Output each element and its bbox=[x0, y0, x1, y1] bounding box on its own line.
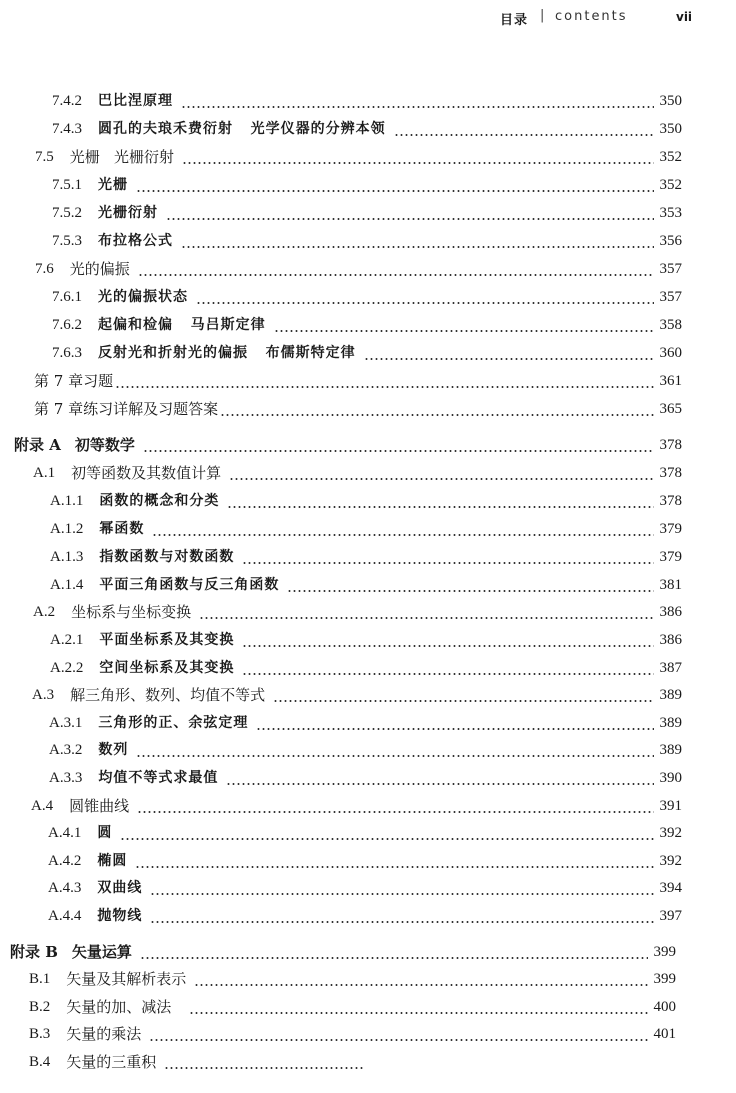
toc-entry-title: 椭圆 bbox=[97, 853, 128, 869]
toc-entry-page: 356 bbox=[659, 233, 682, 249]
toc-entry[interactable] bbox=[49, 739, 682, 761]
toc-dot-leader bbox=[394, 118, 654, 140]
toc-entry-title: 双曲线 bbox=[97, 880, 143, 896]
toc-entry[interactable] bbox=[52, 314, 682, 336]
toc-entry-page: 381 bbox=[659, 577, 682, 593]
toc-entry-number: A.3.2 bbox=[49, 742, 83, 758]
toc-dot-leader bbox=[135, 850, 653, 872]
toc-entry-number: A.4.4 bbox=[48, 908, 82, 924]
toc-dot-leader bbox=[196, 286, 654, 308]
toc-dot-leader bbox=[150, 877, 653, 899]
toc-entry-page: 390 bbox=[659, 770, 682, 786]
toc-entry[interactable] bbox=[34, 370, 682, 392]
toc-entry-title: 初等函数及其数值计算 bbox=[71, 464, 222, 482]
toc-entry-title: 矢量运算 bbox=[71, 943, 132, 961]
toc-dot-leader bbox=[115, 370, 653, 392]
toc-entry-number: A.1.2 bbox=[50, 521, 84, 537]
toc-entry-page: 392 bbox=[659, 853, 682, 869]
toc-entry[interactable] bbox=[35, 258, 682, 280]
header-separator: | bbox=[540, 8, 545, 23]
toc-entry-number: 7.4.3 bbox=[52, 121, 82, 137]
toc-entry-page: 379 bbox=[659, 549, 682, 565]
toc-entry-number: 附录 A bbox=[14, 436, 61, 454]
toc-entry-page: 389 bbox=[659, 742, 682, 758]
toc-dot-leader bbox=[229, 462, 653, 484]
toc-entry[interactable] bbox=[49, 712, 682, 734]
toc-dot-leader bbox=[194, 968, 647, 990]
toc-entry-page: 386 bbox=[659, 604, 682, 620]
toc-entry-title: 第 7 章练习详解及习题答案 bbox=[34, 400, 219, 418]
toc-entry-page: 379 bbox=[659, 521, 682, 537]
toc-entry-title: 幂函数 bbox=[99, 521, 145, 537]
toc-entry-page: 352 bbox=[659, 149, 682, 165]
toc-entry-number: 7.5.2 bbox=[52, 205, 82, 221]
toc-entry-number: 7.6.2 bbox=[52, 317, 82, 333]
toc-entry[interactable] bbox=[32, 684, 682, 706]
toc-entry-number: A.4 bbox=[31, 798, 54, 814]
toc-entry-page: 378 bbox=[659, 437, 682, 453]
toc-dot-leader bbox=[256, 712, 653, 734]
toc-entry[interactable] bbox=[29, 996, 676, 1018]
toc-entry[interactable] bbox=[49, 767, 682, 789]
toc-dot-leader bbox=[140, 941, 648, 963]
toc-dot-leader bbox=[120, 822, 653, 844]
toc-dot-leader bbox=[274, 314, 654, 336]
toc-entry-title: 圆 bbox=[97, 825, 113, 841]
toc-entry[interactable] bbox=[48, 877, 682, 899]
toc-entry-number: A.3.3 bbox=[49, 770, 83, 786]
toc-entry-page: 399 bbox=[653, 944, 676, 960]
toc-entry-title: 光栅 bbox=[98, 177, 128, 193]
toc-entry-number: A.2.1 bbox=[50, 632, 84, 648]
toc-entry-page: 350 bbox=[659, 121, 682, 137]
toc-entry[interactable] bbox=[52, 174, 682, 196]
toc-dot-leader bbox=[227, 490, 653, 512]
toc-entry-number: B.3 bbox=[29, 1026, 51, 1042]
toc-entry-title: 第 7 章习题 bbox=[34, 372, 114, 390]
toc-dot-leader bbox=[181, 90, 654, 112]
toc-entry-page: 361 bbox=[659, 373, 682, 389]
toc-entry-number: B.4 bbox=[29, 1054, 51, 1070]
toc-entry-title: 空间坐标系及其变换 bbox=[99, 660, 235, 676]
toc-entry-title: 抛物线 bbox=[97, 908, 143, 924]
toc-entry-title: 光栅 光栅衍射 bbox=[69, 148, 175, 166]
toc-entry-title: 数列 bbox=[98, 742, 129, 758]
toc-dot-leader bbox=[150, 905, 653, 927]
toc-dot-leader bbox=[164, 1051, 365, 1073]
toc-entry-title: 函数的概念和分类 bbox=[99, 493, 220, 509]
toc-dot-leader bbox=[149, 1023, 647, 1045]
toc-entry-page: 350 bbox=[659, 93, 682, 109]
toc-entry-page: 357 bbox=[659, 289, 682, 305]
toc-entry-page: 397 bbox=[659, 908, 682, 924]
toc-entry-number: A.2 bbox=[33, 604, 56, 620]
toc-entry-page: 365 bbox=[659, 401, 682, 417]
toc-entry-number: 7.6.3 bbox=[52, 345, 82, 361]
toc-entry-title: 矢量的加、减法 bbox=[66, 998, 172, 1016]
toc-entry[interactable] bbox=[52, 286, 682, 308]
toc-entry-number: A.1.1 bbox=[50, 493, 84, 509]
toc-entry[interactable] bbox=[48, 850, 682, 872]
toc-entry-title: 圆锥曲线 bbox=[69, 797, 130, 815]
toc-entry[interactable] bbox=[52, 230, 682, 252]
toc-entry-number: 附录 B bbox=[10, 943, 58, 961]
toc-entry-number: B.2 bbox=[29, 999, 51, 1015]
toc-entry-page: 400 bbox=[653, 999, 676, 1015]
toc-entry-title: 布拉格公式 bbox=[98, 233, 173, 249]
toc-entry[interactable] bbox=[52, 202, 682, 224]
toc-entry-title: 光的偏振状态 bbox=[98, 289, 188, 305]
toc-entry-number: A.2.2 bbox=[50, 660, 84, 676]
toc-entry-page: 352 bbox=[659, 177, 682, 193]
toc-entry-page: 358 bbox=[659, 317, 682, 333]
toc-entry[interactable] bbox=[50, 629, 682, 651]
toc-entry-number: 7.4.2 bbox=[52, 93, 82, 109]
toc-entry-page: 389 bbox=[659, 715, 682, 731]
toc-entry[interactable] bbox=[52, 118, 682, 140]
toc-entry-title: 初等数学 bbox=[74, 436, 135, 454]
toc-dot-leader bbox=[143, 434, 654, 456]
toc-entry-number: B.1 bbox=[29, 971, 51, 987]
toc-entry-number: A.1.4 bbox=[50, 577, 84, 593]
toc-entry-number: 7.5 bbox=[35, 149, 54, 165]
toc-entry[interactable] bbox=[50, 546, 682, 568]
toc-entry-title: 巴比涅原理 bbox=[98, 93, 173, 109]
toc-entry[interactable] bbox=[14, 434, 682, 456]
toc-entry-number: 7.6.1 bbox=[52, 289, 82, 305]
toc-dot-leader bbox=[181, 230, 654, 252]
toc-dot-leader bbox=[189, 996, 647, 1018]
toc-entry-page: 378 bbox=[659, 465, 682, 481]
toc-entry-number: 7.6 bbox=[35, 261, 54, 277]
toc-entry-page: 353 bbox=[659, 205, 682, 221]
toc-entry[interactable] bbox=[31, 795, 682, 817]
toc-entry-page: 391 bbox=[659, 798, 682, 814]
toc-entry-title: 矢量及其解析表示 bbox=[66, 970, 187, 988]
toc-entry-page: 378 bbox=[659, 493, 682, 509]
toc-dot-leader bbox=[166, 202, 654, 224]
toc-entry-number: A.4.1 bbox=[48, 825, 82, 841]
toc-entry-title: 均值不等式求最值 bbox=[98, 770, 219, 786]
toc-entry-title: 反射光和折射光的偏振 布儒斯特定律 bbox=[98, 345, 356, 361]
toc-entry-page: 386 bbox=[659, 632, 682, 648]
toc-entry-title: 光的偏振 bbox=[69, 260, 130, 278]
toc-entry-number: A.4.2 bbox=[48, 853, 82, 869]
running-header bbox=[0, 8, 736, 30]
toc-entry-number: A.1.3 bbox=[50, 549, 84, 565]
toc-entry[interactable] bbox=[33, 601, 682, 623]
toc-entry-title: 解三角形、数列、均值不等式 bbox=[70, 686, 266, 704]
toc-dot-leader bbox=[242, 657, 653, 679]
toc-dot-leader bbox=[136, 174, 654, 196]
toc-entry[interactable] bbox=[50, 518, 682, 540]
toc-entry[interactable] bbox=[34, 398, 682, 420]
toc-dot-leader bbox=[242, 546, 653, 568]
toc-entry[interactable] bbox=[50, 574, 682, 596]
toc-entry-page: 357 bbox=[659, 261, 682, 277]
toc-entry[interactable] bbox=[52, 342, 682, 364]
toc-entry-page: 399 bbox=[653, 971, 676, 987]
toc-entry[interactable] bbox=[29, 1023, 676, 1045]
toc-dot-leader bbox=[226, 767, 653, 789]
toc-entry-page: 392 bbox=[659, 825, 682, 841]
toc-dot-leader bbox=[182, 146, 653, 168]
toc-entry-title: 光栅衍射 bbox=[98, 205, 158, 221]
toc-dot-leader bbox=[137, 795, 653, 817]
toc-entry-title: 平面坐标系及其变换 bbox=[99, 632, 235, 648]
header-title: 目录 bbox=[500, 13, 529, 28]
toc-dot-leader bbox=[152, 518, 653, 540]
toc-entry-title: 三角形的正、余弦定理 bbox=[98, 715, 249, 731]
toc-entry-title: 指数函数与对数函数 bbox=[99, 549, 235, 565]
toc-dot-leader bbox=[138, 258, 654, 280]
toc-entry-page: 360 bbox=[659, 345, 682, 361]
header-subtitle: contents bbox=[555, 9, 628, 24]
toc-dot-leader bbox=[220, 398, 653, 420]
toc-entry-title: 平面三角函数与反三角函数 bbox=[99, 577, 280, 593]
toc-entry-number: A.1 bbox=[33, 465, 56, 481]
toc-entry[interactable] bbox=[29, 1051, 365, 1073]
toc-entry-page: 387 bbox=[659, 660, 682, 676]
toc-entry[interactable] bbox=[50, 657, 682, 679]
toc-entry[interactable] bbox=[10, 941, 676, 963]
toc-entry-number: A.3.1 bbox=[49, 715, 83, 731]
toc-entry-number: A.4.3 bbox=[48, 880, 82, 896]
toc-entry-title: 矢量的三重积 bbox=[66, 1053, 157, 1071]
toc-entry-title: 起偏和检偏 马吕斯定律 bbox=[98, 317, 266, 333]
toc-dot-leader bbox=[136, 739, 653, 761]
toc-entry[interactable] bbox=[48, 905, 682, 927]
toc-dot-leader bbox=[364, 342, 654, 364]
toc-entry-number: 7.5.3 bbox=[52, 233, 82, 249]
header-page-number: vii bbox=[676, 10, 693, 24]
toc-entry-page: 389 bbox=[659, 687, 682, 703]
toc-entry-title: 矢量的乘法 bbox=[66, 1025, 142, 1043]
toc-dot-leader bbox=[273, 684, 653, 706]
toc-entry[interactable] bbox=[48, 822, 682, 844]
toc-entry-number: A.3 bbox=[32, 687, 55, 703]
toc-dot-leader bbox=[199, 601, 653, 623]
toc-entry-page: 401 bbox=[653, 1026, 676, 1042]
toc-dot-leader bbox=[242, 629, 653, 651]
toc-entry[interactable] bbox=[29, 968, 676, 990]
toc-entry-page: 394 bbox=[659, 880, 682, 896]
toc-entry[interactable] bbox=[50, 490, 682, 512]
toc-dot-leader bbox=[287, 574, 653, 596]
toc-entry[interactable] bbox=[33, 462, 682, 484]
toc-entry-number: 7.5.1 bbox=[52, 177, 82, 193]
toc-entry[interactable] bbox=[35, 146, 682, 168]
toc-entry-title: 圆孔的夫琅禾费衍射 光学仪器的分辨本领 bbox=[98, 121, 386, 137]
toc-entry-title: 坐标系与坐标变换 bbox=[71, 603, 192, 621]
toc-entry[interactable] bbox=[52, 90, 682, 112]
